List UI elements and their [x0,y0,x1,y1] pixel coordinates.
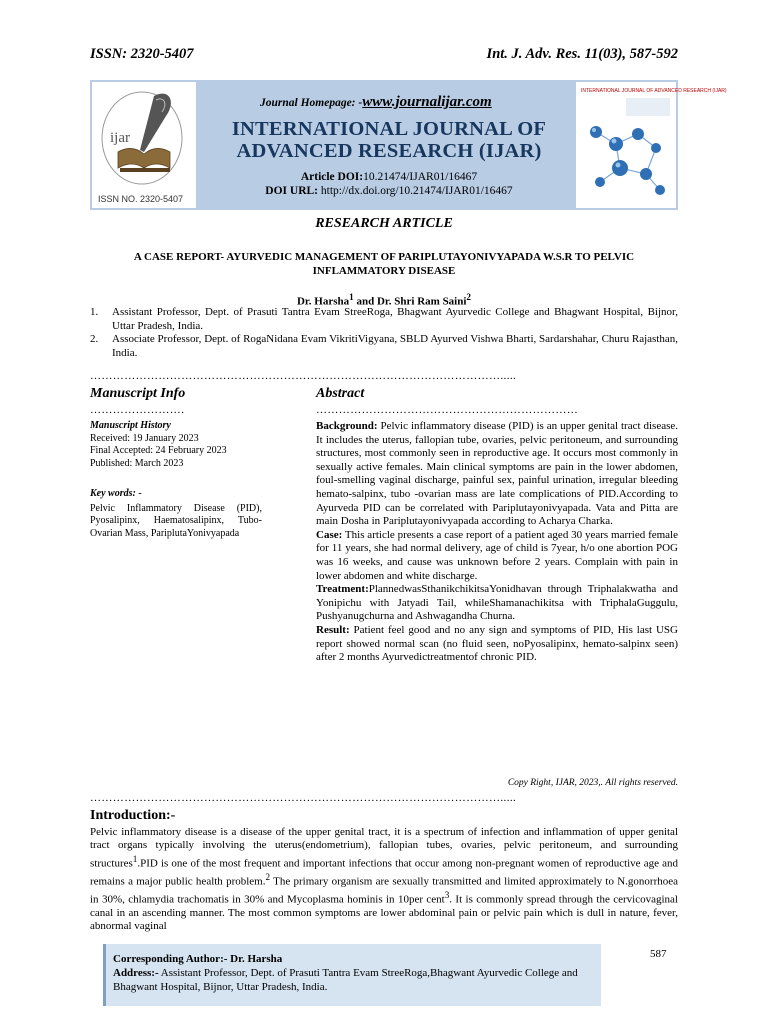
affiliation-item: 1. Assistant Professor, Dept. of Prasuti Tantra Evam StreeRoga, Bhagwant Ayurvedic College and Bhagwant Hospital, Bijnor, Uttar Pradesh, India. [90,306,678,332]
published-date: Published: March 2023 [90,457,184,469]
manuscript-info [90,420,262,540]
affiliation-item: 2. Associate Professor, Dept. of RogaNidana Evam VikritiVigyana, SBLD Ayurved Vishwa Bharti, Sardarshahar, Churu Rajasthan, India. [90,333,678,359]
running-header [90,46,678,68]
author-1: Dr. Harsha [296,295,350,308]
doi-url-link[interactable]: http://dx.doi.org/10.21474/IJAR01/16467 [320,185,513,197]
molecule-cover-icon [576,82,727,208]
author-1-sup: 1 [349,292,354,302]
manuscript-info-title: Manuscript Info [90,386,186,401]
journal-banner [90,80,727,210]
abstract-background: Background: Pelvic inflammatory disease (PID) is an upper genital tract disease. It includes the uterus, fallopian tube, ovaries, pelvic peritoneum, and surrounding structures, most commonly seen in reproductive age. It occurs most commonly in sexually active females. Main clinical symptoms are pain in the lower abdomen, foul-smelling vaginal discharge, painful sex, painful urination, irregular bleeding hemato-salpinx, tubo -ovarian mass are late complications of PID.According to Ayurveda PID can be correlated with Pariplutayonivyapada. Vata and Pitta are main Dosha in Pariplutayonivyapada according to Acharya Charka. [316,420,678,528]
doi-value: 10.21474/IJAR01/16467 [363,171,478,183]
journal-title [204,118,574,162]
homepage-label: Journal Homepage: - [260,97,363,109]
introduction-heading: Introduction:- [90,808,176,823]
keywords-text: Pelvic Inflammatory Disease (PID), Pyosalipinx, Haematosalipinx, Tubo-Ovarian Mass, PariplutaYonivyapada [90,502,262,539]
ijar-logo-icon [92,82,196,208]
doi-block [202,170,576,198]
logo-issn: ISSN NO. 2320-5407 [98,194,184,204]
abstract-body [316,420,678,665]
doi-label: Article DOI: [300,171,364,183]
copyright-notice: Copy Right, IJAR, 2023,. All rights reserved. [507,778,678,788]
journal-title-line1: INTERNATIONAL JOURNAL OF [231,118,547,140]
authors-and: and [353,295,377,308]
received-date: Received: 19 January 2023 [90,432,199,444]
affiliations-list [90,306,678,360]
cover-title: INTERNATIONAL JOURNAL OF ADVANCED RESEARCH (IJAR) [581,88,727,94]
page-number: 587 [650,948,667,960]
introduction-body: Pelvic inflammatory disease is a disease of the upper genital tract, it is a spectrum of infection and inflammation of upper genital tract organs typically involving the uterus(endometrium), fallopian tubes, ovaries, pelvic peritoneum, and surrounding structures$^1$.PID is one of the most frequent and important infections that occur among non-pregnant women of reproductive age and remains a major public health problem.$^2$ The primary organism are sexually transmitted and limited approximately to N.gonorrhoea in 30%, chlamydia trachomatis in 30% and Mycoplasma hominis in 10per cent$^3$. It is commonly spread through the cervicovaginal canal in an ascending manner. The most common symptoms are lower abdominal pain or pelvic pain which is dull in nature, fever, abnormal vaginal [90,826,679,933]
doi-url-label: DOI URL: [265,185,319,197]
corresponding-address: Address:- Assistant Professor, Dept. of Prasuti Tantra Evam StreeRoga,Bhagwant Ayurvedic College and Bhagwant Hospital, Bijnor, Uttar Pradesh, India. [113,967,578,993]
separator-bottom: ………………………………………………………………………………………………..... [90,792,517,804]
logo-text: ijar [110,130,130,146]
separator-left: ……………………. [90,404,185,416]
final-accepted-date: Final Accepted: 24 February 2023 [90,445,227,456]
author-2-sup: 2 [466,292,471,302]
article-title: A CASE REPORT- AYURVEDIC MANAGEMENT OF PARIPLUTAYONIVYAPADA W.S.R TO PELVIC INFLAMMATORY DISEASE [133,251,635,277]
separator-right: …………………………………………………………… [316,404,579,416]
separator-top: ………………………………………………………………………………………………..... [90,370,517,382]
author-2: Dr. Shri Ram Saini [376,295,467,308]
manuscript-history-heading: Manuscript History [90,420,171,431]
corresponding-author-box [103,944,601,1006]
abstract-result: Result: Patient feel good and no any sign and symptoms of PID, His last USG report showed normal scan (no fluid seen, noPyosalipinx, hemato-salpinx seen) after 2 months Ayurvedictreatmentof chronic PID. [316,623,678,664]
corr-box-border [103,944,106,1006]
journal-homepage [260,94,492,111]
abstract-treatment: Treatment:PlannedwasSthanikchikitsaYonidhavan through Triphalakwatha and Yonipichu with Jatyadi Tail, whileShamanachikitsa with TriphalaGuggulu, Pushyanugchurna and Ashwagandha Churna. [316,583,678,623]
ijar-logo [92,82,196,208]
corresponding-author-label: Corresponding Author:- Dr. Harsha [113,953,283,965]
citation-text: Int. J. Adv. Res. 11(03), 587-592 [486,46,678,62]
journal-cover-image [576,82,727,208]
abstract-title: Abstract [316,386,365,401]
abstract-case: Case: This article presents a case report of a patient aged 30 years married female for 11 years, she had normal delivery, age of child is 7year, h/o one abortion POG was 16 weeks, and cause was unknown before 2 years. Complain with pain in lower abdomen and white discharge. [316,528,678,582]
homepage-link[interactable]: www.journalijar.com [362,94,492,110]
journal-title-line2: ADVANCED RESEARCH (IJAR) [236,140,542,162]
issn-text: ISSN: 2320-5407 [90,46,194,62]
keywords-heading: Key words: - [90,488,142,499]
article-type: RESEARCH ARTICLE [315,216,453,231]
